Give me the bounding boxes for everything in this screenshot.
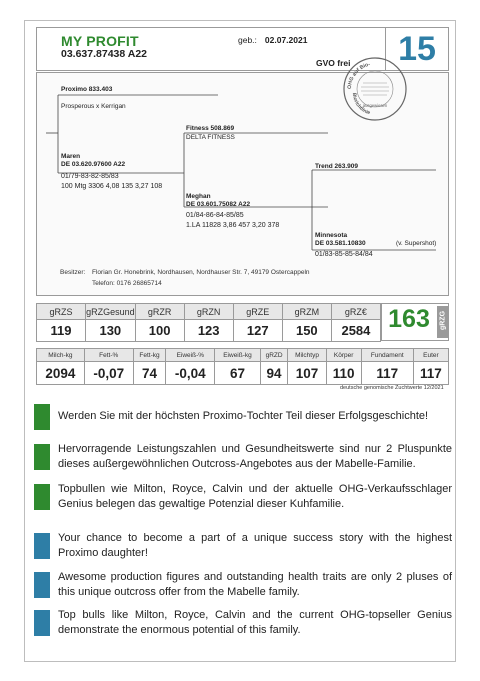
blue-bar <box>34 572 50 598</box>
text-en-1: Your chance to become a part of a unique success story with the highest Proximo daughter! <box>58 532 452 559</box>
rz-header-row <box>37 304 381 320</box>
birth-label: geb.: <box>238 35 257 45</box>
dam-dam-name: Minnesota <box>315 232 348 239</box>
milk-header: Eiweiß-kg <box>215 349 260 362</box>
fitness-pedigree: DELTA FITNESS <box>186 134 235 141</box>
dam-line2: 1.LA 11828 3,86 457 3,20 378 <box>186 222 280 229</box>
milk-header-row <box>37 349 449 362</box>
text-block-de-1 <box>34 404 454 430</box>
text-block-de-3 <box>34 482 454 512</box>
text-de-1: Werden Sie mit der höchsten Proximo-Tochter Teil dieser Erfolgsgeschichte! <box>58 410 429 422</box>
sire-sire-pedigree: Prosperous x Kerrigan <box>61 103 126 110</box>
milk-value: 94 <box>260 362 288 385</box>
milk-header: Fundament <box>361 349 413 362</box>
birth-date: 02.07.2021 <box>264 35 308 45</box>
text-en-2: Awesome production figures and outstanding health traits are only 2 pluses of this unique outcross offer from the Mabelle family. <box>58 571 452 598</box>
milk-header: gRZD <box>260 349 288 362</box>
milk-value-row <box>37 362 449 385</box>
catalog-number: 15 <box>398 30 436 68</box>
owner-value: Florian Gr. Honebrink, Nordhausen, Nordhauser Str. 7, 49179 Ostercappeln <box>92 269 310 276</box>
milk-value: 117 <box>413 362 448 385</box>
milk-value: 2094 <box>37 362 85 385</box>
rz-value: 130 <box>86 320 136 342</box>
milk-value: 67 <box>215 362 260 385</box>
svg-text:OHG auf Bio- <box>347 61 371 89</box>
dam-name: Meghan <box>186 193 211 200</box>
milk-header: Eiweiß-% <box>166 349 215 362</box>
text-block-en-3 <box>34 608 454 638</box>
birth-date-line <box>238 35 307 45</box>
grzg-value: 163 <box>388 305 430 333</box>
animal-name: MY PROFIT <box>61 33 139 49</box>
registration-number: 03.637.87438 A22 <box>61 48 148 60</box>
milk-table <box>36 348 449 385</box>
organic-stamp <box>341 55 409 123</box>
gvo-label: GVO frei <box>316 58 351 68</box>
dam-line1: 01/84-86-84-85/85 <box>186 212 244 219</box>
milk-header: Milch-kg <box>37 349 85 362</box>
rz-value: 123 <box>184 320 233 342</box>
rz-header: gRZR <box>135 304 184 320</box>
breeding-values-note: deutsche genomische Zuchtwerte 12/2021 <box>340 385 444 391</box>
green-bar <box>34 404 50 430</box>
rz-value: 127 <box>233 320 282 342</box>
rz-header: gRZ€ <box>331 304 380 320</box>
milk-value: -0,04 <box>166 362 215 385</box>
milk-header: Fett-% <box>84 349 133 362</box>
milk-value: 74 <box>133 362 166 385</box>
fitness-name: Fitness 508.869 <box>186 125 235 132</box>
milk-header: Milchtyp <box>288 349 326 362</box>
rz-value: 2584 <box>331 320 380 342</box>
milk-value: 110 <box>326 362 361 385</box>
stamp-text-top: OHG auf Bio- <box>346 61 371 90</box>
grzg-label: gRZG <box>439 310 447 331</box>
dam-dam-reg: DE 03.581.10830 <box>315 240 366 247</box>
green-bar <box>34 484 50 510</box>
rz-header: gRZE <box>233 304 282 320</box>
sire-line1: 01/79-83-82-85/83 <box>61 173 119 180</box>
dam-dam-line1: 01/83-85-85-84/84 <box>315 251 373 258</box>
rz-value-row <box>37 320 381 342</box>
milk-header: Körper <box>326 349 361 362</box>
rz-header: gRZS <box>37 304 86 320</box>
blue-bar <box>34 533 50 559</box>
dam-dam-note: (v. Supershot) <box>396 240 437 247</box>
grzg-tag <box>437 306 448 338</box>
rz-value: 150 <box>282 320 331 342</box>
text-en-3: Top bulls like Milton, Royce, Calvin and the current OHG-topseller Genius demonstrate the enormous potential of this family. <box>58 609 452 636</box>
rz-header: gRZN <box>184 304 233 320</box>
sire-sire-name: Proximo 833.403 <box>61 86 113 93</box>
stamp-text-mid: ausgewiesen <box>362 103 388 108</box>
text-de-3: Topbullen wie Milton, Royce, Calvin und der aktuelle OHG-Verkaufsschlager Genius belegen das gewaltige Potenzial dieser Kuhfamilie. <box>58 483 452 510</box>
milk-header: Euter <box>413 349 448 362</box>
owner-label: Besitzer: <box>60 269 86 276</box>
rz-header: gRZM <box>282 304 331 320</box>
text-block-en-1 <box>34 531 454 561</box>
milk-value: -0,07 <box>84 362 133 385</box>
green-bar <box>34 444 50 470</box>
rz-value: 100 <box>135 320 184 342</box>
blue-bar <box>34 610 50 636</box>
milk-value: 107 <box>288 362 326 385</box>
stamp-text-bottom: Biorichtlinie <box>350 92 371 117</box>
rz-table <box>36 303 381 342</box>
dam-reg: DE 03.601.75082 A22 <box>186 201 251 208</box>
milk-value: 117 <box>361 362 413 385</box>
rz-value: 119 <box>37 320 86 342</box>
sire-reg: DE 03.620.97600 A22 <box>61 161 126 168</box>
text-block-de-2 <box>34 442 454 472</box>
text-de-2: Hervorragende Leistungszahlen und Gesundheitswerte sind nur 2 Pluspunkte dieses außergewöhnlichen Outcross-Angebotes aus der Mabelle-Familie. <box>58 443 452 470</box>
text-block-en-2 <box>34 570 454 600</box>
milk-header: Fett-kg <box>133 349 166 362</box>
rz-header: gRZGesund <box>86 304 136 320</box>
dam-sire-name: Trend 263.909 <box>315 163 358 170</box>
sire-line2: 100 Mtg 3306 4,08 135 3,27 108 <box>61 183 163 190</box>
owner-phone: Telefon: 0176 26865714 <box>92 280 162 287</box>
sire-name: Maren <box>61 153 81 160</box>
